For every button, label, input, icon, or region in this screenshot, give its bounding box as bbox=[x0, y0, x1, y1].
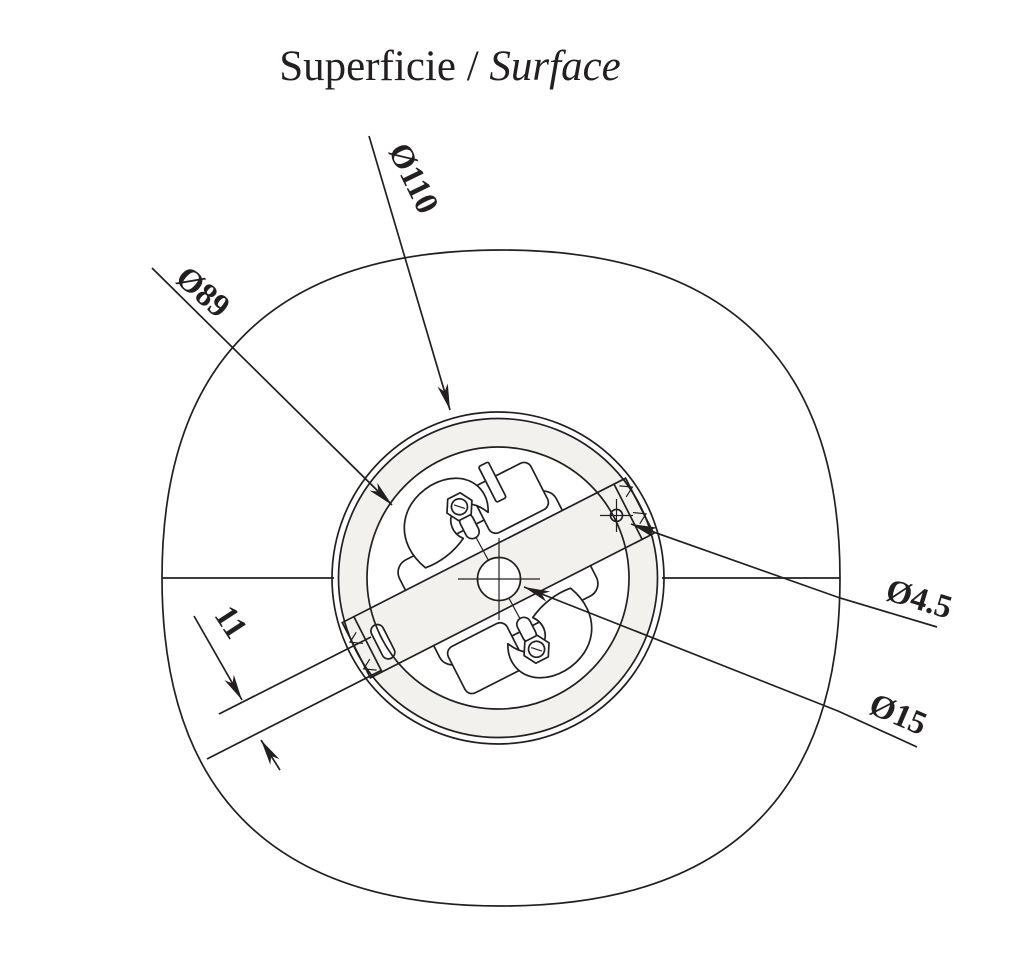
dim-11-label: 11 bbox=[206, 599, 254, 646]
dim-89-label: Ø89 bbox=[168, 259, 237, 326]
dim-4-5-label: Ø4.5 bbox=[881, 572, 957, 627]
title-italic: Surface bbox=[489, 43, 621, 90]
dim-11-arrow-lower bbox=[261, 740, 280, 770]
dim-15-label: Ø15 bbox=[863, 686, 932, 743]
dim-110-label: Ø110 bbox=[380, 137, 446, 220]
dim-15-leader bbox=[524, 587, 917, 747]
title-regular: Superficie / bbox=[279, 43, 490, 90]
dim-11-extension-line-1 bbox=[219, 637, 371, 714]
drawing-title bbox=[279, 43, 621, 90]
